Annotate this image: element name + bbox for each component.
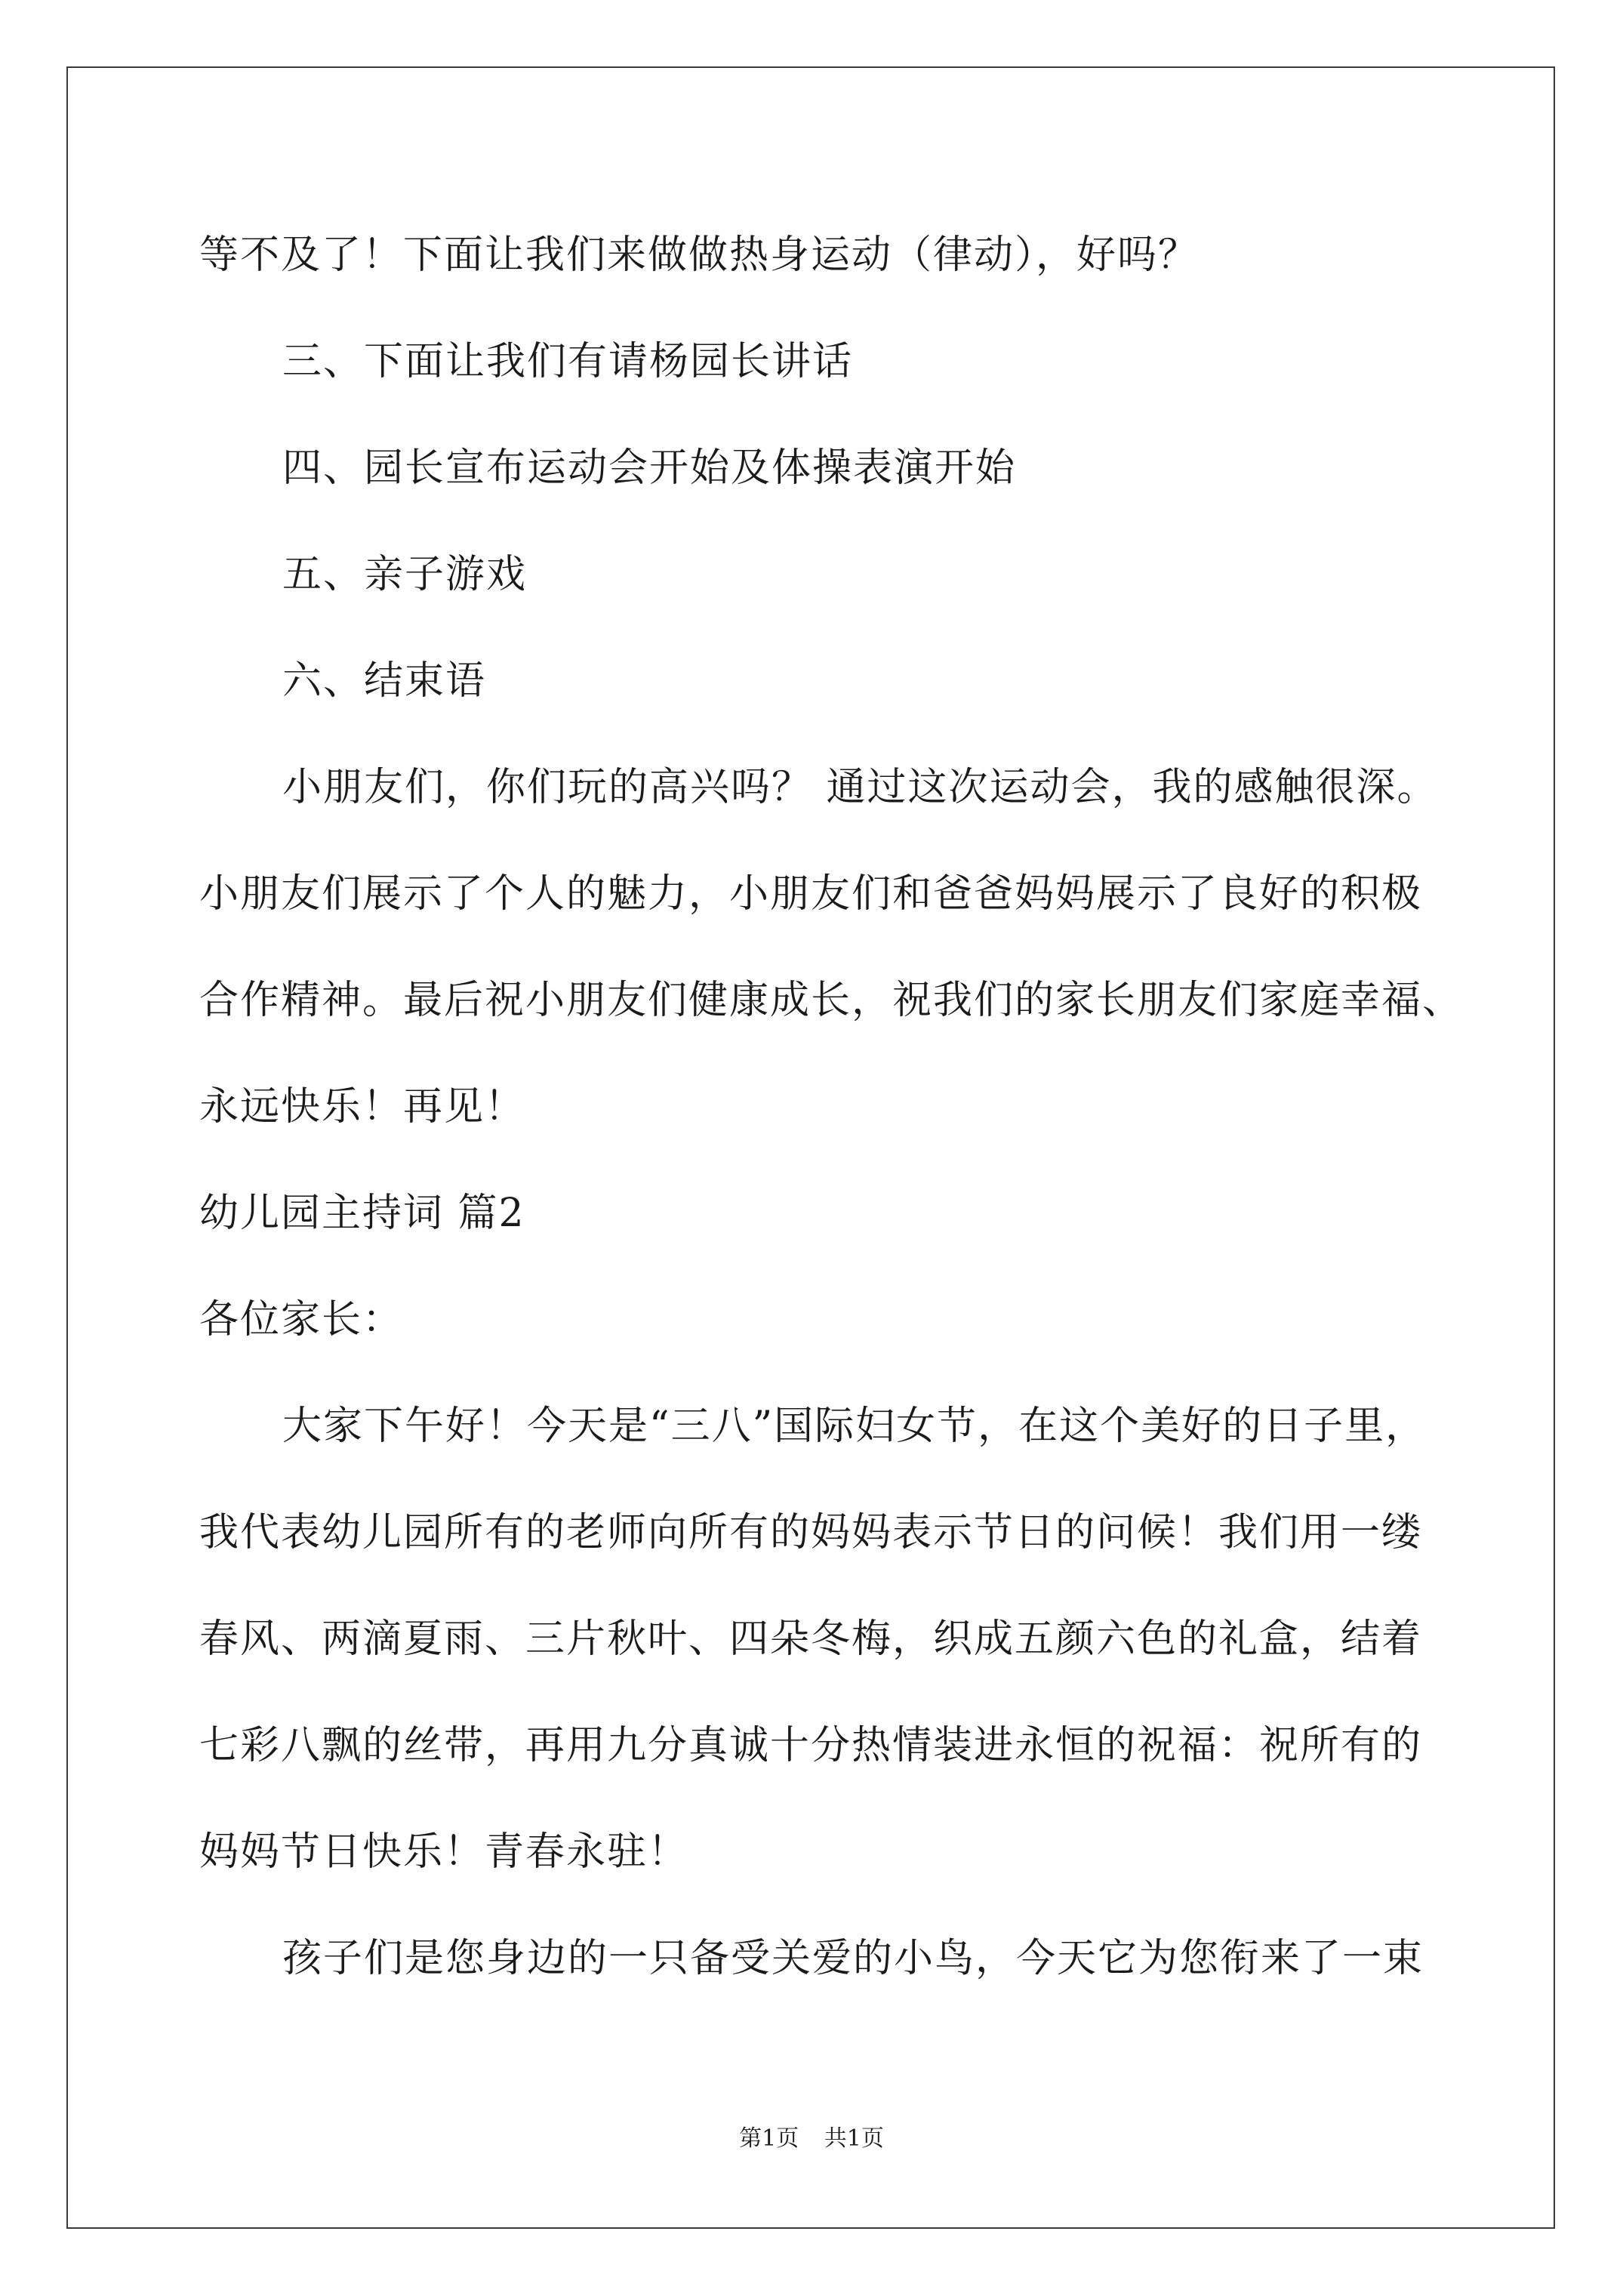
section-heading: 六、结束语 bbox=[282, 658, 487, 704]
paragraph-line: 小朋友们展示了个人的魅力，小朋友们和爸爸妈妈展示了良好的积极 bbox=[199, 871, 1423, 917]
article-title: 幼儿园主持词 篇2 bbox=[199, 1191, 525, 1236]
paragraph-line: 合作精神。最后祝小朋友们健康成长，祝我们的家长朋友们家庭幸福、 bbox=[199, 978, 1464, 1023]
paragraph-line: 妈妈节日快乐！青春永驻！ bbox=[199, 1829, 689, 1875]
section-heading: 四、园长宣布运动会开始及体操表演开始 bbox=[282, 445, 1017, 491]
paragraph-line: 孩子们是您身边的一只备受关爱的小鸟，今天它为您衔来了一束 bbox=[282, 1936, 1424, 1981]
page-footer bbox=[0, 2125, 1623, 2152]
paragraph-line: 小朋友们，你们玩的高兴吗？ 通过这次运动会，我的感触很深。 bbox=[282, 765, 1438, 810]
salutation: 各位家长： bbox=[199, 1297, 404, 1342]
paragraph-line: 等不及了！下面让我们来做做热身运动（律动），好吗？ bbox=[199, 233, 1200, 278]
paragraph-line: 大家下午好！今天是“三八”国际妇女节，在这个美好的日子里， bbox=[282, 1404, 1427, 1449]
paragraph-line: 我代表幼儿园所有的老师向所有的妈妈表示节日的问候！我们用一缕 bbox=[199, 1510, 1423, 1555]
paragraph-line: 七彩八飘的丝带，再用九分真诚十分热情装进永恒的祝福：祝所有的 bbox=[199, 1723, 1423, 1768]
page-total: 共1页 bbox=[824, 2125, 884, 2152]
paragraph-line: 永远快乐！再见！ bbox=[199, 1084, 526, 1130]
paragraph-line: 春风、两滴夏雨、三片秋叶、四朵冬梅，织成五颜六色的礼盒，结着 bbox=[199, 1616, 1423, 1662]
section-heading: 五、亲子游戏 bbox=[282, 552, 528, 597]
section-heading: 三、下面让我们有请杨园长讲话 bbox=[282, 339, 854, 384]
page-border bbox=[66, 66, 1555, 2229]
page-number: 第1页 bbox=[739, 2125, 799, 2152]
